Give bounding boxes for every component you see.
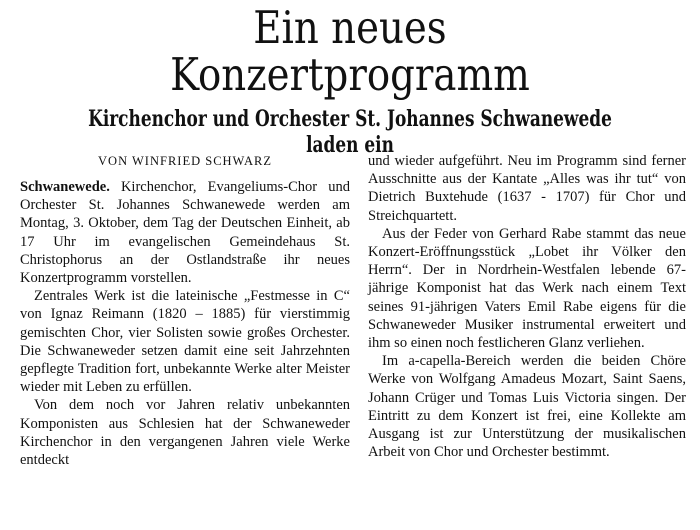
headline-line-2: Konzertprogramm	[170, 48, 530, 101]
paragraph-5: Im a-capella-Bereich werden die beiden Chöre Werke von Wolfgang Amadeus Mozart, Saint Saens, Johann Crüger und Tomas Luis Victoria singen. Der Eintritt zu dem Konzert ist frei, eine Kollekte am Ausgang ist zur Unterstützung der musikalischen Arbeit von Chor und Orchester bestimmt.	[368, 353, 686, 461]
paragraph-3-end: und wieder aufgeführt. Neu im Programm sind ferner Ausschnitte aus der Kantate „Alles was ihr tut“ von Dietrich Buxtehude (1637 - 1707) für Chor und Streichquartett.	[368, 153, 686, 224]
dateline: Schwanewede.	[20, 179, 110, 195]
paragraph-3-start: Von dem noch vor Jahren relativ unbekannten Komponisten aus Schlesien hat der Schwaneweder Kirchenchor in den vergangenen Jahren viele Werke entdeckt	[20, 397, 350, 469]
subheadline: Kirchenchor und Orchester St. Johannes Schwanewede laden ein	[88, 106, 612, 158]
headline	[49, 1, 651, 101]
column-right	[368, 152, 686, 461]
paragraph-1	[20, 178, 350, 287]
paragraph-4: Aus der Feder von Gerhard Rabe stammt das neue Konzert-Eröffnungsstück „Lobet ihr Völker den Herrn“. Der in Nordrhein-Westfalen lebende 67-jährige Komponist hat das Werk nach einem Text seines 91-jährigen Vaters Emil Rabe eigens für die Schwaneweder Musiker instrumental erweitert und ihm so einen noch festlicheren Glanz verliehen.	[368, 225, 686, 352]
column-left	[20, 152, 350, 469]
paragraph-2: Zentrales Werk ist die lateinische „Festmesse in C“ von Ignaz Reimann (1820 – 1885) für vierstimmig gemischten Chor, vier Solisten sowie großes Orchester. Die Schwaneweder setzen damit eine seit Jahrzehnten gepflegte Tradition fort, unbekannte Werke alter Meister wieder mit Leben zu erfüllen.	[20, 288, 350, 396]
paragraph-1-text: Kirchenchor, Evangeliums-Chor und Orchester St. Johannes Schwanewede werden am Montag, 3. Oktober, dem Tag der Deutschen Einheit, ab 17 Uhr im evangelischen Gemeindehaus St. Christophorus an der Ostlandstraße ihr neues Konzertprogramm vorstellen.	[20, 179, 350, 287]
headline-line-1: Ein neues	[253, 1, 447, 54]
byline: VON WINFRIED SCHWARZ	[98, 154, 272, 168]
